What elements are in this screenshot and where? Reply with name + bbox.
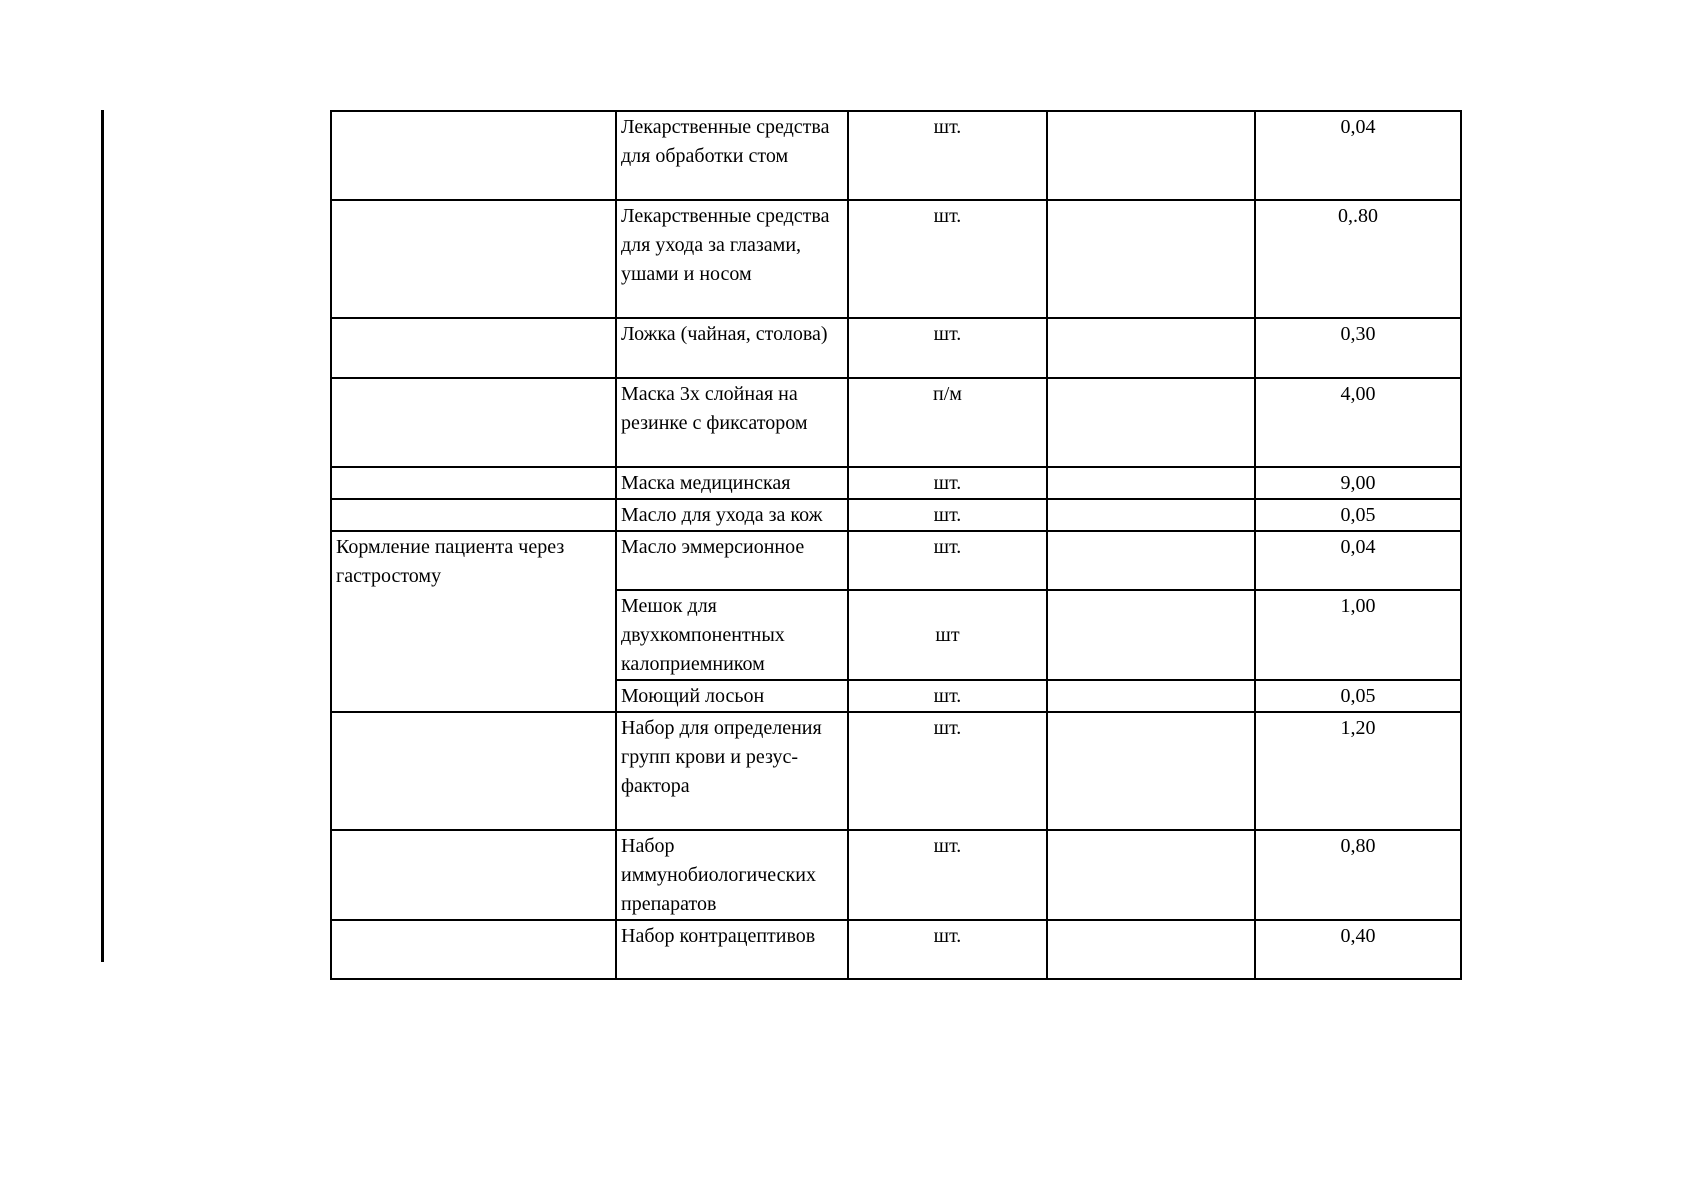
item-name-cell: Маска 3х слойная на резинке с фиксатором	[616, 378, 848, 467]
procedure-cell	[331, 830, 616, 920]
unit-cell: шт.	[848, 111, 1047, 200]
left-margin-line	[101, 110, 104, 962]
unit-cell: шт.	[848, 467, 1047, 499]
quantity-cell: 0,05	[1255, 680, 1461, 712]
table-row	[331, 111, 1461, 200]
value-cell	[1047, 531, 1255, 590]
item-name-cell: Маска медицинская	[616, 467, 848, 499]
unit-cell: шт.	[848, 531, 1047, 590]
unit-cell: шт.	[848, 830, 1047, 920]
item-name-cell: Лекарственные средства для ухода за глазами, ушами и носом	[616, 200, 848, 318]
value-cell	[1047, 467, 1255, 499]
quantity-cell: 0,04	[1255, 531, 1461, 590]
item-name-cell: Набор иммунобиологических препаратов	[616, 830, 848, 920]
unit-cell: шт.	[848, 318, 1047, 378]
unit-cell: шт.	[848, 920, 1047, 979]
table-row	[331, 920, 1461, 979]
value-cell	[1047, 712, 1255, 830]
quantity-cell: 0,04	[1255, 111, 1461, 200]
item-name-cell: Набор контрацептивов	[616, 920, 848, 979]
table-row	[331, 499, 1461, 531]
unit-cell: шт	[848, 590, 1047, 680]
table-row	[331, 712, 1461, 830]
value-cell	[1047, 920, 1255, 979]
item-name-cell: Набор для определения групп крови и резус-фактора	[616, 712, 848, 830]
quantity-cell: 0,40	[1255, 920, 1461, 979]
table-row	[331, 318, 1461, 378]
quantity-cell: 0,.80	[1255, 200, 1461, 318]
value-cell	[1047, 200, 1255, 318]
procedure-cell	[331, 467, 616, 499]
unit-cell: шт.	[848, 712, 1047, 830]
value-cell	[1047, 590, 1255, 680]
consumables-table	[330, 110, 1462, 980]
procedure-cell	[331, 318, 616, 378]
table-row	[331, 531, 1461, 590]
item-name-cell: Ложка (чайная, столова)	[616, 318, 848, 378]
quantity-cell: 1,20	[1255, 712, 1461, 830]
procedure-cell	[331, 200, 616, 318]
quantity-cell: 0,80	[1255, 830, 1461, 920]
procedure-cell	[331, 111, 616, 200]
value-cell	[1047, 111, 1255, 200]
value-cell	[1047, 830, 1255, 920]
procedure-cell	[331, 378, 616, 467]
procedure-cell: Кормление пациента через гастростому	[331, 531, 616, 712]
table-row	[331, 830, 1461, 920]
procedure-cell	[331, 920, 616, 979]
table-row	[331, 467, 1461, 499]
procedure-cell	[331, 712, 616, 830]
unit-cell: шт.	[848, 680, 1047, 712]
quantity-cell: 4,00	[1255, 378, 1461, 467]
value-cell	[1047, 499, 1255, 531]
table-row	[331, 378, 1461, 467]
table-row	[331, 200, 1461, 318]
item-name-cell: Масло эммерсионное	[616, 531, 848, 590]
value-cell	[1047, 680, 1255, 712]
item-name-cell: Мешок для двухкомпонентных калоприемником	[616, 590, 848, 680]
unit-cell: шт.	[848, 200, 1047, 318]
item-name-cell: Масло для ухода за кож	[616, 499, 848, 531]
value-cell	[1047, 378, 1255, 467]
unit-cell: п/м	[848, 378, 1047, 467]
procedure-cell	[331, 499, 616, 531]
item-name-cell: Лекарственные средства для обработки стом	[616, 111, 848, 200]
quantity-cell: 0,05	[1255, 499, 1461, 531]
value-cell	[1047, 318, 1255, 378]
item-name-cell: Моющий лосьон	[616, 680, 848, 712]
quantity-cell: 9,00	[1255, 467, 1461, 499]
quantity-cell: 0,30	[1255, 318, 1461, 378]
quantity-cell: 1,00	[1255, 590, 1461, 680]
unit-cell: шт.	[848, 499, 1047, 531]
